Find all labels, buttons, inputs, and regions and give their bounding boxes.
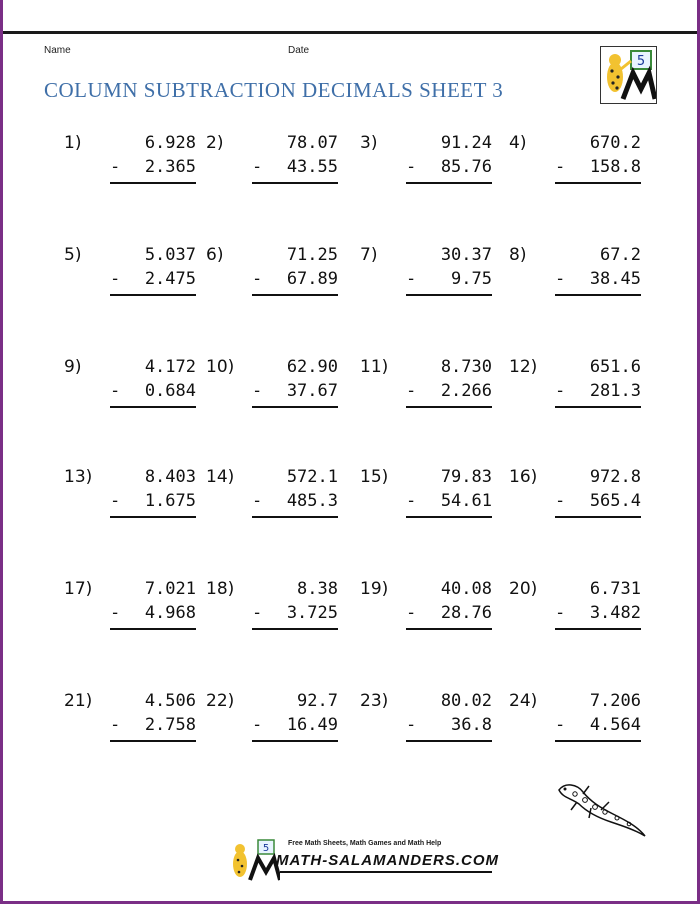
- minus-sign: -: [110, 269, 121, 289]
- problem-number: 13): [64, 467, 93, 487]
- answer-line: [110, 294, 196, 296]
- subtrahend-row: [110, 715, 196, 739]
- minus-sign: -: [252, 715, 263, 735]
- subtrahend: 67.89: [286, 269, 338, 289]
- problem-number: 7): [360, 245, 378, 265]
- problem-number: 15): [360, 467, 389, 487]
- subtrahend-row: [252, 381, 338, 405]
- minus-sign: -: [406, 157, 417, 177]
- problem-item: [360, 133, 490, 193]
- minuend: 972.8: [589, 467, 641, 487]
- minuend: 7.206: [589, 691, 641, 711]
- subtrahend: 38.45: [589, 269, 641, 289]
- minuend: 8.730: [440, 357, 492, 377]
- problem-item: [206, 245, 336, 305]
- footer-salamander-icon: [228, 838, 280, 882]
- answer-line: [555, 182, 641, 184]
- problem-number: 23): [360, 691, 389, 711]
- subtrahend-row: [252, 491, 338, 515]
- subtrahend-row: [252, 269, 338, 293]
- minuend: 80.02: [440, 691, 492, 711]
- answer-line: [406, 294, 492, 296]
- subtrahend-row: [555, 715, 641, 739]
- subtrahend: 158.8: [589, 157, 641, 177]
- logo-badge-number: 5: [636, 54, 646, 69]
- name-label: Name: [44, 45, 71, 56]
- problem-item: [360, 357, 490, 417]
- subtrahend: 485.3: [286, 491, 338, 511]
- footer-tagline: Free Math Sheets, Math Games and Math Help: [288, 840, 442, 847]
- minuend: 67.2: [600, 245, 641, 265]
- minuend: 78.07: [286, 133, 338, 153]
- footer-logo: [228, 838, 280, 886]
- subtrahend: 43.55: [286, 157, 338, 177]
- problem-operands: [110, 467, 196, 515]
- minuend: 572.1: [286, 467, 338, 487]
- problem-operands: [406, 579, 492, 627]
- subtrahend-row: [406, 269, 492, 293]
- minus-sign: -: [555, 491, 566, 511]
- problem-number: 11): [360, 357, 389, 377]
- minuend: 30.37: [440, 245, 492, 265]
- subtrahend: 4.564: [589, 715, 641, 735]
- problem-item: [509, 691, 639, 751]
- problem-number: 3): [360, 133, 378, 153]
- subtrahend: 2.365: [144, 157, 196, 177]
- subtrahend-row: [406, 715, 492, 739]
- subtrahend: 3.482: [589, 603, 641, 623]
- top-rule: [3, 31, 697, 34]
- minus-sign: -: [252, 603, 263, 623]
- subtrahend-row: [406, 381, 492, 405]
- grade-logo: [600, 46, 657, 104]
- problem-item: [509, 133, 639, 193]
- subtrahend: 3.725: [286, 603, 338, 623]
- answer-line: [252, 628, 338, 630]
- problem-operands: [406, 357, 492, 405]
- minuend: 79.83: [440, 467, 492, 487]
- answer-line: [110, 516, 196, 518]
- subtrahend-row: [110, 381, 196, 405]
- problem-item: [206, 357, 336, 417]
- answer-line: [406, 406, 492, 408]
- minus-sign: -: [555, 381, 566, 401]
- minuend: 5.037: [144, 245, 196, 265]
- subtrahend: 2.758: [144, 715, 196, 735]
- worksheet-title: COLUMN SUBTRACTION DECIMALS SHEET 3: [44, 78, 504, 102]
- salamander-teacher-icon: [601, 47, 656, 103]
- minuend: 7.021: [144, 579, 196, 599]
- answer-line: [252, 406, 338, 408]
- minuend: 670.2: [589, 133, 641, 153]
- minus-sign: -: [110, 491, 121, 511]
- problem-number: 20): [509, 579, 538, 599]
- problem-item: [206, 579, 336, 639]
- problem-number: 4): [509, 133, 527, 153]
- problem-item: [206, 467, 336, 527]
- date-label: Date: [288, 45, 310, 56]
- problem-operands: [110, 245, 196, 293]
- problem-item: [360, 691, 490, 751]
- problem-number: 14): [206, 467, 235, 487]
- subtrahend-row: [555, 269, 641, 293]
- problem-operands: [252, 579, 338, 627]
- problem-item: [206, 691, 336, 751]
- answer-line: [110, 628, 196, 630]
- answer-line: [555, 406, 641, 408]
- problem-item: [206, 133, 336, 193]
- problem-item: [360, 579, 490, 639]
- subtrahend: 9.75: [451, 269, 492, 289]
- problem-item: [64, 133, 194, 193]
- minuend: 62.90: [286, 357, 338, 377]
- subtrahend: 28.76: [440, 603, 492, 623]
- minuend: 651.6: [589, 357, 641, 377]
- minuend: 6.731: [589, 579, 641, 599]
- subtrahend-row: [110, 157, 196, 181]
- answer-line: [406, 182, 492, 184]
- problem-operands: [555, 691, 641, 739]
- answer-line: [555, 628, 641, 630]
- answer-line: [110, 406, 196, 408]
- minuend: 92.7: [297, 691, 338, 711]
- minus-sign: -: [555, 269, 566, 289]
- minuend: 8.403: [144, 467, 196, 487]
- subtrahend: 2.475: [144, 269, 196, 289]
- minus-sign: -: [110, 157, 121, 177]
- answer-line: [555, 294, 641, 296]
- problem-number: 21): [64, 691, 93, 711]
- subtrahend-row: [555, 603, 641, 627]
- subtrahend-row: [110, 491, 196, 515]
- problem-item: [360, 245, 490, 305]
- subtrahend: 4.968: [144, 603, 196, 623]
- problem-operands: [555, 357, 641, 405]
- minus-sign: -: [406, 491, 417, 511]
- problem-number: 16): [509, 467, 538, 487]
- subtrahend: 37.67: [286, 381, 338, 401]
- problem-operands: [252, 357, 338, 405]
- answer-line: [406, 516, 492, 518]
- subtrahend-row: [252, 157, 338, 181]
- answer-line: [252, 740, 338, 742]
- problem-operands: [110, 579, 196, 627]
- answer-line: [252, 516, 338, 518]
- subtrahend: 16.49: [286, 715, 338, 735]
- minuend: 8.38: [297, 579, 338, 599]
- minus-sign: -: [406, 715, 417, 735]
- subtrahend-row: [406, 157, 492, 181]
- problem-number: 5): [64, 245, 82, 265]
- problem-number: 6): [206, 245, 224, 265]
- problem-operands: [555, 133, 641, 181]
- minus-sign: -: [110, 603, 121, 623]
- minus-sign: -: [252, 381, 263, 401]
- problem-operands: [252, 133, 338, 181]
- subtrahend-row: [110, 603, 196, 627]
- answer-line: [252, 294, 338, 296]
- minuend: 6.928: [144, 133, 196, 153]
- problem-item: [64, 579, 194, 639]
- minuend: 4.506: [144, 691, 196, 711]
- problem-item: [64, 245, 194, 305]
- problem-number: 22): [206, 691, 235, 711]
- minuend: 71.25: [286, 245, 338, 265]
- subtrahend-row: [252, 603, 338, 627]
- subtrahend-row: [555, 157, 641, 181]
- problem-item: [360, 467, 490, 527]
- problem-operands: [252, 691, 338, 739]
- problem-item: [509, 579, 639, 639]
- minus-sign: -: [252, 491, 263, 511]
- problem-operands: [110, 691, 196, 739]
- subtrahend: 2.266: [440, 381, 492, 401]
- subtrahend: 36.8: [451, 715, 492, 735]
- problem-operands: [406, 133, 492, 181]
- answer-line: [555, 516, 641, 518]
- problem-operands: [555, 467, 641, 515]
- minus-sign: -: [406, 603, 417, 623]
- minuend: 40.08: [440, 579, 492, 599]
- problem-operands: [406, 691, 492, 739]
- problem-operands: [555, 245, 641, 293]
- minus-sign: -: [252, 157, 263, 177]
- minuend: 4.172: [144, 357, 196, 377]
- problem-number: 19): [360, 579, 389, 599]
- problem-operands: [110, 357, 196, 405]
- answer-line: [555, 740, 641, 742]
- subtrahend-row: [555, 491, 641, 515]
- subtrahend: 281.3: [589, 381, 641, 401]
- problem-item: [509, 357, 639, 417]
- minus-sign: -: [406, 381, 417, 401]
- footer-underline: [280, 871, 492, 873]
- answer-line: [406, 628, 492, 630]
- subtrahend: 1.675: [144, 491, 196, 511]
- footer-site-name: MATH-SALAMANDERS.COM: [276, 852, 500, 869]
- subtrahend: 565.4: [589, 491, 641, 511]
- salamander-icon: [555, 780, 650, 840]
- problem-item: [64, 357, 194, 417]
- problem-operands: [555, 579, 641, 627]
- salamander-drawing: [555, 780, 650, 844]
- subtrahend-row: [110, 269, 196, 293]
- answer-line: [110, 182, 196, 184]
- problem-number: 10): [206, 357, 235, 377]
- problem-operands: [406, 245, 492, 293]
- problem-item: [509, 467, 639, 527]
- minuend: 91.24: [440, 133, 492, 153]
- problem-number: 9): [64, 357, 82, 377]
- subtrahend: 85.76: [440, 157, 492, 177]
- footer-logo-badge: 5: [262, 843, 270, 854]
- subtrahend-row: [406, 491, 492, 515]
- subtrahend: 0.684: [144, 381, 196, 401]
- minus-sign: -: [110, 381, 121, 401]
- problem-number: 12): [509, 357, 538, 377]
- subtrahend: 54.61: [440, 491, 492, 511]
- problem-item: [64, 691, 194, 751]
- answer-line: [406, 740, 492, 742]
- subtrahend-row: [252, 715, 338, 739]
- problem-item: [509, 245, 639, 305]
- problem-number: 8): [509, 245, 527, 265]
- problem-number: 17): [64, 579, 93, 599]
- problem-number: 1): [64, 133, 82, 153]
- minus-sign: -: [555, 603, 566, 623]
- minus-sign: -: [555, 157, 566, 177]
- problem-number: 24): [509, 691, 538, 711]
- minus-sign: -: [555, 715, 566, 735]
- subtrahend-row: [555, 381, 641, 405]
- subtrahend-row: [406, 603, 492, 627]
- minus-sign: -: [252, 269, 263, 289]
- problem-operands: [252, 467, 338, 515]
- answer-line: [110, 740, 196, 742]
- problem-operands: [406, 467, 492, 515]
- minus-sign: -: [406, 269, 417, 289]
- problem-operands: [252, 245, 338, 293]
- problem-operands: [110, 133, 196, 181]
- answer-line: [252, 182, 338, 184]
- problem-item: [64, 467, 194, 527]
- problem-number: 2): [206, 133, 224, 153]
- minus-sign: -: [110, 715, 121, 735]
- problem-number: 18): [206, 579, 235, 599]
